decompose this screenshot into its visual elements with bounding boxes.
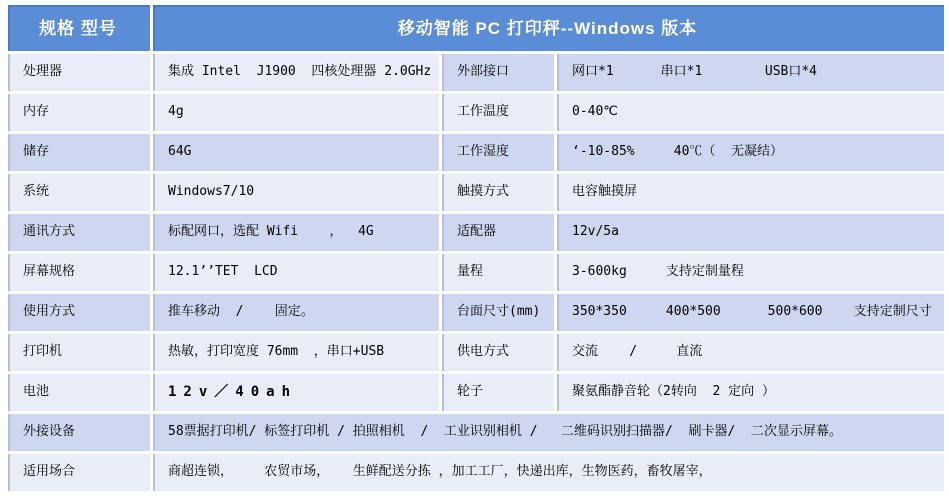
label-external-ports: 外部接口 — [442, 54, 554, 91]
value-platform-size: 350*350 400*500 500*600 支持定制尺寸 — [557, 294, 944, 331]
spec-table — [8, 5, 944, 491]
label-screen-spec: 屏幕规格 — [8, 254, 150, 291]
value-power-supply: 交流 / 直流 — [557, 334, 944, 371]
label-battery: 电池 — [8, 374, 150, 411]
value-memory: 4g — [153, 94, 439, 131]
value-storage: 64G — [153, 134, 439, 171]
value-battery: 12v／40ah — [153, 374, 439, 411]
header-spec-model: 规格 型号 — [8, 5, 150, 51]
value-wheels: 聚氨酯静音轮（2转向 2 定向 ） — [557, 374, 944, 411]
value-applications: 商超连锁， 农贸市场， 生鲜配送分拣 ，加工工厂，快递出库，生物医药，畜牧屠宰， — [153, 454, 944, 491]
label-weighing-range: 量程 — [442, 254, 554, 291]
label-peripherals: 外接设备 — [8, 414, 150, 451]
value-usage-mode: 推车移动 / 固定。 — [153, 294, 439, 331]
label-wheels: 轮子 — [442, 374, 554, 411]
label-working-humidity: 工作湿度 — [442, 134, 554, 171]
label-communication: 通讯方式 — [8, 214, 150, 251]
label-touch-type: 触摸方式 — [442, 174, 554, 211]
label-storage: 储存 — [8, 134, 150, 171]
value-os: Windows7/10 — [153, 174, 439, 211]
value-external-ports: 网口*1 串口*1 USB口*4 — [557, 54, 944, 91]
label-applications: 适用场合 — [8, 454, 150, 491]
label-memory: 内存 — [8, 94, 150, 131]
value-adapter: 12v/5a — [557, 214, 944, 251]
value-touch-type: 电容触摸屏 — [557, 174, 944, 211]
label-working-temperature: 工作温度 — [442, 94, 554, 131]
header-product-title: 移动智能 PC 打印秤--Windows 版本 — [153, 5, 944, 51]
value-weighing-range: 3-600kg 支持定制量程 — [557, 254, 944, 291]
value-printer: 热敏，打印宽度 76mm ，串口+USB — [153, 334, 439, 371]
value-communication: 标配网口，选配 Wifi ， 4G — [153, 214, 439, 251]
value-peripherals: 58票据打印机/ 标签打印机 / 拍照相机 / 工业识别相机 / 二维码识别扫描器/ 刷卡器/ 二次显示屏幕。 — [153, 414, 944, 451]
label-platform-size: 台面尺寸(mm) — [442, 294, 554, 331]
label-os: 系统 — [8, 174, 150, 211]
value-processor: 集成 Intel J1900 四核处理器 2.0GHz — [153, 54, 439, 91]
label-adapter: 适配器 — [442, 214, 554, 251]
value-working-temperature: 0-40℃ — [557, 94, 944, 131]
label-power-supply: 供电方式 — [442, 334, 554, 371]
label-printer: 打印机 — [8, 334, 150, 371]
label-processor: 处理器 — [8, 54, 150, 91]
value-working-humidity: ‘-10-85% 40℃（ 无凝结） — [557, 134, 944, 171]
value-screen-spec: 12.1’’TET LCD — [153, 254, 439, 291]
label-usage-mode: 使用方式 — [8, 294, 150, 331]
